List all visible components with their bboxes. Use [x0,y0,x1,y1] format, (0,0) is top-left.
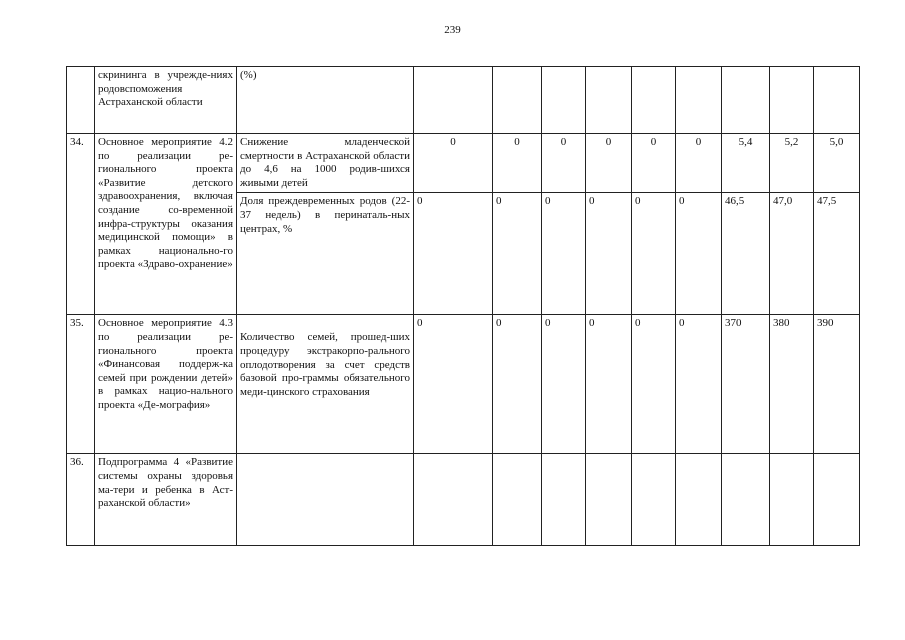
table-row [67,315,860,454]
row-number: 36. [67,454,95,546]
value-cell: 5,0 [814,134,860,193]
indicators-table [66,66,860,546]
value-cell [586,454,632,546]
value-cell [542,67,586,134]
value-cell [493,454,542,546]
value-cell [586,67,632,134]
value-cell [770,67,814,134]
value-cell: 0 [676,315,722,454]
value-cell [722,67,770,134]
value-cell: 0 [493,193,542,315]
value-cell: 0 [632,193,676,315]
subprogram-name: Подпрограмма 4 «Развитие системы охраны здоровья ма-тери и ребенка в Аст-раханской области» [95,454,237,546]
indicator-name: Доля преждевременных родов (22-37 недель) в перинаталь-ных центрах, % [237,193,414,315]
value-cell: 0 [542,134,586,193]
value-cell: 0 [414,193,493,315]
value-cell: 370 [722,315,770,454]
row-number [67,67,95,134]
indicator-name [237,454,414,546]
value-cell: 380 [770,315,814,454]
value-cell [814,454,860,546]
value-cell: 0 [542,315,586,454]
value-cell: 5,2 [770,134,814,193]
value-cell: 390 [814,315,860,454]
value-cell [632,454,676,546]
value-cell: 0 [632,315,676,454]
value-cell [722,454,770,546]
value-cell [676,454,722,546]
row-number: 35. [67,315,95,454]
row-number: 34. [67,134,95,315]
value-cell: 0 [586,315,632,454]
value-cell: 0 [493,134,542,193]
activity-name: Основное мероприятие 4.2 по реализации ре-гионального проекта «Развитие детского здравоохранения, включая создание со-временной инфра-структуры оказания медицинской помощи» в рамках национально-го проекта «Здраво-охранение» [95,134,237,315]
value-cell: 0 [586,193,632,315]
value-cell [414,454,493,546]
value-cell: 0 [493,315,542,454]
value-cell: 47,5 [814,193,860,315]
value-cell: 0 [676,134,722,193]
indicator-name: Количество семей, прошед-ших процедуру экстракорпо-рального оплодотворения за счет средств базовой про-граммы обязательного меди-цинского страхования [237,315,414,454]
table-row [67,67,860,134]
table-row [67,134,860,193]
table-row [67,454,860,546]
activity-name: скрининга в учрежде-ниях родовспоможения Астраханской области [95,67,237,134]
activity-name: Основное мероприятие 4.3 по реализации ре-гионального проекта «Финансовая поддерж-ка семей при рождении детей» в рамках нацио-нального проекта «Де-мография» [95,315,237,454]
value-cell: 0 [632,134,676,193]
page-number: 239 [444,24,461,36]
value-cell: 0 [676,193,722,315]
value-cell: 47,0 [770,193,814,315]
value-cell: 0 [542,193,586,315]
indicator-name: Снижение младенческой смертности в Астраханской области до 4,6 на 1000 родив-шихся живыми детей [237,134,414,193]
value-cell [770,454,814,546]
value-cell: 0 [586,134,632,193]
value-cell: 0 [414,315,493,454]
value-cell: 46,5 [722,193,770,315]
value-cell [632,67,676,134]
value-cell [414,67,493,134]
indicator-name: (%) [237,67,414,134]
value-cell [676,67,722,134]
value-cell: 0 [414,134,493,193]
value-cell [493,67,542,134]
value-cell: 5,4 [722,134,770,193]
value-cell [814,67,860,134]
value-cell [542,454,586,546]
